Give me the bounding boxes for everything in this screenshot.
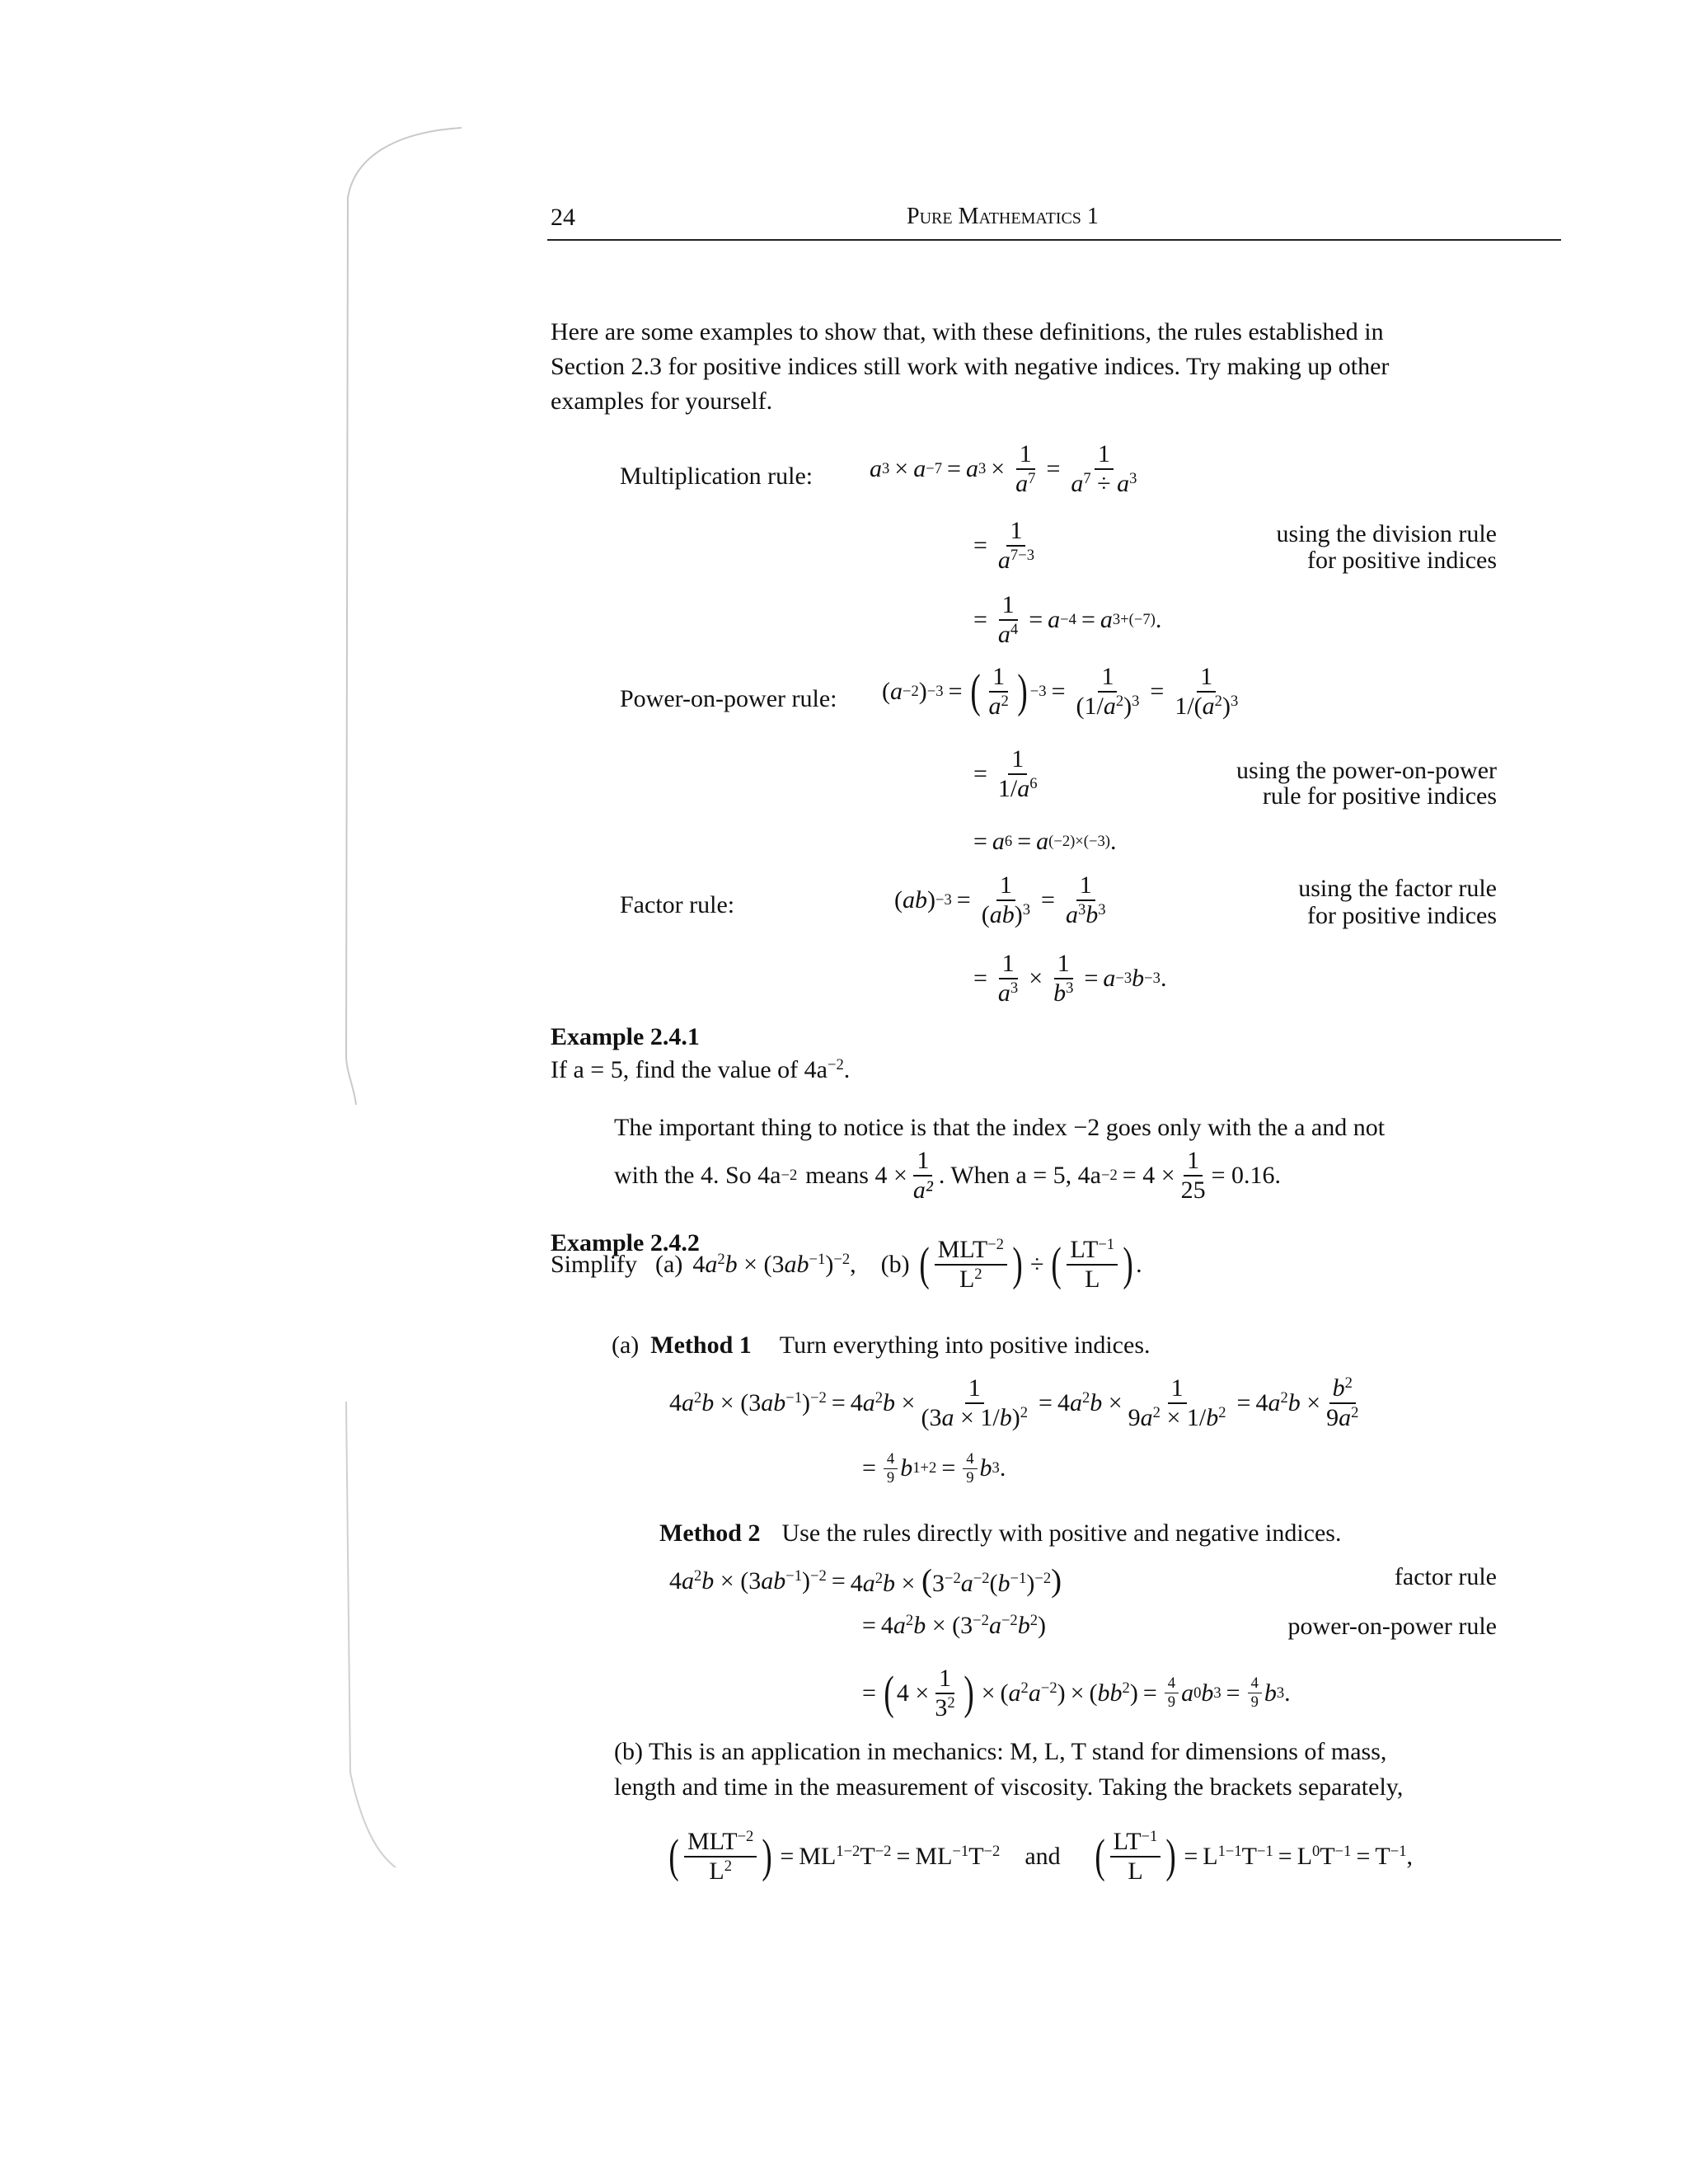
- part-b-line-1: (b) This is an application in mechanics: M, L, T stand for dimensions of mass,: [614, 1738, 1387, 1765]
- factor-eq-1: ( ab ) −3 = $\frac{1}{(ab)^3}$ = $\frac{1}{a^3b^3}$: [894, 871, 1106, 928]
- factor-rule-label: Factor rule:: [620, 891, 735, 918]
- multiplication-eq-3: = $\frac{1}{a^4}$ = a −4 = a 3+(−7) .: [973, 591, 1162, 648]
- example-2-4-1-solution-line-2: with the 4. So 4a −2 means 4 × $\frac{1}{\text{a²}}$ . When a = 5, 4a −2 = 4 × $\frac{1}{25}$ = 0.16.: [614, 1147, 1282, 1204]
- header-rule: [547, 239, 1561, 241]
- method-2-line: Method 2 Use the rules directly with positive and negative indices.: [659, 1519, 1342, 1547]
- intro-line-1: Here are some examples to show that, with these definitions, the rules established in: [551, 318, 1384, 345]
- method-2-eq-3: = ( 4 × $\frac{1}{3^2}$ ) × $(a^2a^{-2})$ × $(bb^2)$ = $\frac{4}{9}$ a 0 b 3 = $\frac{4}{9}$ b 3 .: [862, 1665, 1291, 1721]
- method-1-line: (a) Method 1 Turn everything into positive indices.: [612, 1332, 1151, 1359]
- power-rule-label: Power-on-power rule:: [620, 685, 837, 712]
- example-2-4-2-question: Simplify (a) $4a^2b \times (3ab^{-1})^{-2}$, (b) ( $\frac{MLT^{-2}}{L^2}$ ) ÷ ( $\frac{LT^{-1}}{L}$ ) .: [551, 1235, 1142, 1293]
- multiplication-rule-label: Multiplication rule:: [620, 463, 814, 490]
- page-number: 24: [551, 204, 575, 231]
- running-title: Pure Mathematics 1: [907, 204, 1099, 229]
- method-1-eq-2: = $\frac{4}{9}$ b 1+2 = $\frac{4}{9}$ b 3 .: [862, 1450, 1006, 1487]
- intro-line-2: Section 2.3 for positive indices still work with negative indices. Try making up other: [551, 353, 1390, 380]
- multiplication-eq-2: = $\frac{1}{a^{7-3}}$: [973, 517, 1035, 574]
- example-2-4-1-heading: Example 2.4.1: [551, 1023, 700, 1050]
- method-1-eq-1: $4a^2b \times (3ab^{-1})^{-2}$ = $4a^2b$ × $\frac{1}{(3a \times 1/b)^2}$ = $4a^2b$ × $\frac{1}{9a^2 \times 1/b^2}$ = $4a^2b$ × $\frac{b^2}{9a^2}$: [669, 1374, 1359, 1431]
- power-eq-2: = $\frac{1}{1/a^6}$: [973, 745, 1038, 802]
- method-2-note-power: power-on-power rule: [1287, 1613, 1497, 1640]
- note-division-1: using the division rule: [1276, 520, 1497, 547]
- power-eq-1: ( a −2 ) −3 = ( $\frac{1}{a^2}$ ) −3 = $\frac{1}{(1/a^2)^3}$ = $\frac{1}{1/(a^2)^3}$: [882, 663, 1239, 720]
- example-2-4-1-solution-line-1: The important thing to notice is that the index −2 goes only with the a and not: [614, 1114, 1386, 1141]
- part-b-eq: ( $\frac{MLT^{-2}}{L^2}$ ) = $ML^{1-2}T^{-2}$ = $ML^{-1}T^{-2}$ and ( $\frac{LT^{-1}}{L}$ ) = $L^{1-1}T^{-1}$ = $L^0T^{-1}$ = $T^{-1}$,: [668, 1827, 1414, 1885]
- note-division-2: for positive indices: [1307, 547, 1497, 574]
- note-power-1: using the power-on-power: [1236, 757, 1497, 784]
- note-factor-2: for positive indices: [1307, 902, 1497, 929]
- method-2-note-factor: factor rule: [1394, 1563, 1497, 1590]
- example-2-4-2-heading: Example 2.4.2: [551, 1229, 700, 1256]
- method-2-eq-1: $4a^2b \times (3ab^{-1})^{-2}$ = $4a^2b \times (3^{-2}a^{-2}(b^{-1})^{-2})$: [669, 1563, 1062, 1599]
- part-b-line-2: length and time in the measurement of viscosity. Taking the brackets separately,: [614, 1773, 1404, 1801]
- example-2-4-1-question: If a = 5, find the value of $4a^{-2}$.: [551, 1055, 851, 1083]
- intro-line-3: examples for yourself.: [551, 387, 773, 415]
- multiplication-eq-1: a 3 × a −7 = a 3 × $\frac{1}{a^7}$ = $\frac{1}{a^7 \div a^3}$: [870, 440, 1137, 497]
- power-eq-3: = a 6 = a (−2)×(−3) .: [973, 828, 1117, 855]
- note-power-2: rule for positive indices: [1262, 782, 1497, 810]
- factor-eq-2: = $\frac{1}{a^3}$ × $\frac{1}{b^3}$ = a −3 b −3 .: [973, 950, 1167, 1007]
- note-factor-1: using the factor rule: [1298, 875, 1497, 902]
- method-2-eq-2: = $4a^2b \times (3^{-2}a^{-2}b^2)$: [862, 1611, 1047, 1639]
